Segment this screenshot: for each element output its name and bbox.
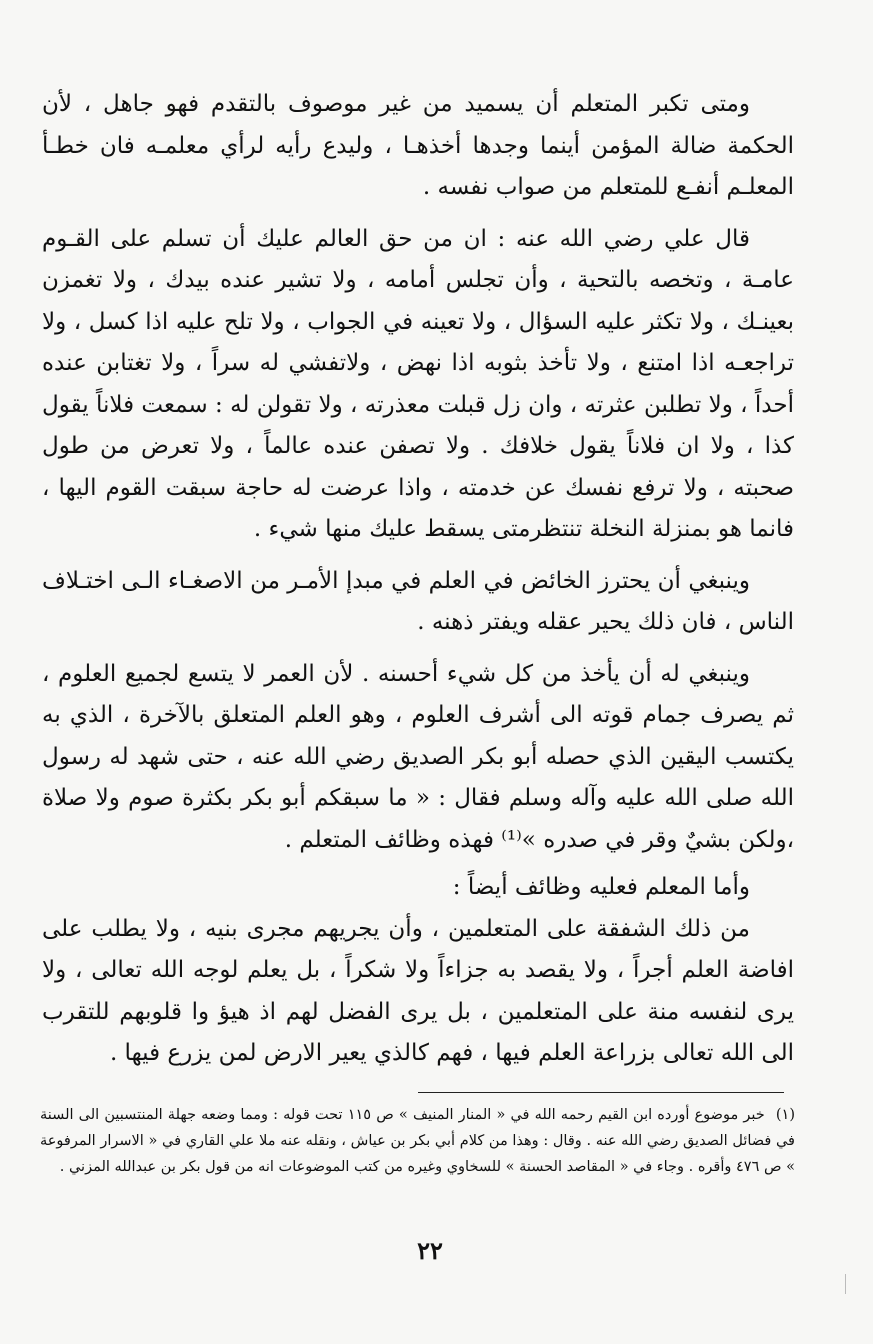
paragraph-4: وينبغي له أن يأخذ من كل شيء أحسنه . لأن العمر لا يتسع لجميع العلوم ، ثم يصرف جمام قوته الى أشرف العلوم ، وهو العلم المتعلق بالآخرة ، الذي به يكتسب اليقين الذي حصله أبو بكر الصديق رضي الله عنه ، حتى شهد له رسول الله صلى الله عليه وآله وسلم فقال : « ما سبقكم أبو بكر بكثرة صوم ولا صلاة ،ولكن بشيٌ وقر في صدره »⁽¹⁾ فهذه وظائف المتعلم . bbox=[42, 660, 794, 853]
paragraph-1: ومتى تكبر المتعلم أن يسميد من غير موصوف بالتقدم فهو جاهل ، لأن الحكمة ضالة المؤمن أينما وجدها أخذهـا ، وليدع رأيه لرأي معلمـه فان خطـأ المعلـم أنفـع للمتعلم من صواب نفسه . bbox=[42, 91, 794, 200]
main-text bbox=[42, 84, 794, 1075]
scan-artifact-line bbox=[845, 1274, 846, 1294]
footnote bbox=[40, 1102, 795, 1180]
paragraph-3: وينبغي أن يحترز الخائض في العلم في مبدإ الأمـر من الاصغـاء الـى اختـلاف الناس ، فان ذلك يحير عقله ويفتر ذهنه . bbox=[42, 567, 794, 635]
paragraph-2: قال علي رضي الله عنه : ان من حق العالم عليك أن تسلم على القـوم عامـة ، وتخصه بالتحية ، وأن تجلس أمامه ، ولا تشير عنده بيدك ، ولا تغمزن بعينـك ، ولا تكثر عليه السؤال ، ولا تعينه في الجواب ، ولا تلح عليه اذا كسل ، ولا تراجعـه اذا امتنع ، ولا تأخذ بثوبه اذا نهض ، ولاتفشي له سراً ، ولا تغتابن عنده أحداً ، ولا تطلبن عثرته ، وان زل قبلت معذرته ، ولا تقولن له : سمعت فلاناً يقول كذا ، ولا ان فلاناً يقول خلافك . ولا تصفن عنده عالماً ، ولا تعرض من طول صحبته ، ولا ترفع نفسك عن خدمته ، واذا عرضت له حاجة سبقت القوم اليها ، فانما هو بمنزلة النخلة تنتظرمتى يسقط عليك منها شيء . bbox=[42, 225, 794, 542]
page-number: ٢٢ bbox=[417, 1236, 443, 1265]
paragraph-5: من ذلك الشفقة على المتعلمين ، وأن يجريهم مجرى بنيه ، ولا يطلب على افاضة العلم أجراً ، ولا يقصد به جزاءاً ولا شكراً ، بل يعلم لوجه الله تعالى ، ولا يرى لنفسه منة على المتعلمين ، بل يرى الفضل لهم اذ هيؤ وا قلوبهم للتقرب الى الله تعالى بزراعة العلم فيها ، فهم كالذي يعير الارض لمن يزرع فيها . bbox=[42, 915, 794, 1066]
footnote-text: خبر موضوع أورده ابن القيم رحمه الله في « المنار المنيف » ص ١١٥ تحت قوله : ومما وضعه جهلة المنتسبين الى السنة في فضائل الصديق رضي الله عنه . وقال : وهذا من كلام أبي بكر بن عياش ، ونقله عنه ملا علي القاري في « الاسرار المرفوعة » ص ٤٧٦ وأقره . وجاء في « المقاصد الحسنة » للسخاوي وغيره من كتب الموضوعات انه من قول بكر بن عبدالله المزني . bbox=[40, 1107, 795, 1175]
footnote-marker: (١) bbox=[775, 1107, 796, 1123]
section-heading-teacher-duties: وأما المعلم فعليه وظائف أيضاً : bbox=[452, 874, 750, 900]
footnote-separator bbox=[418, 1092, 784, 1093]
